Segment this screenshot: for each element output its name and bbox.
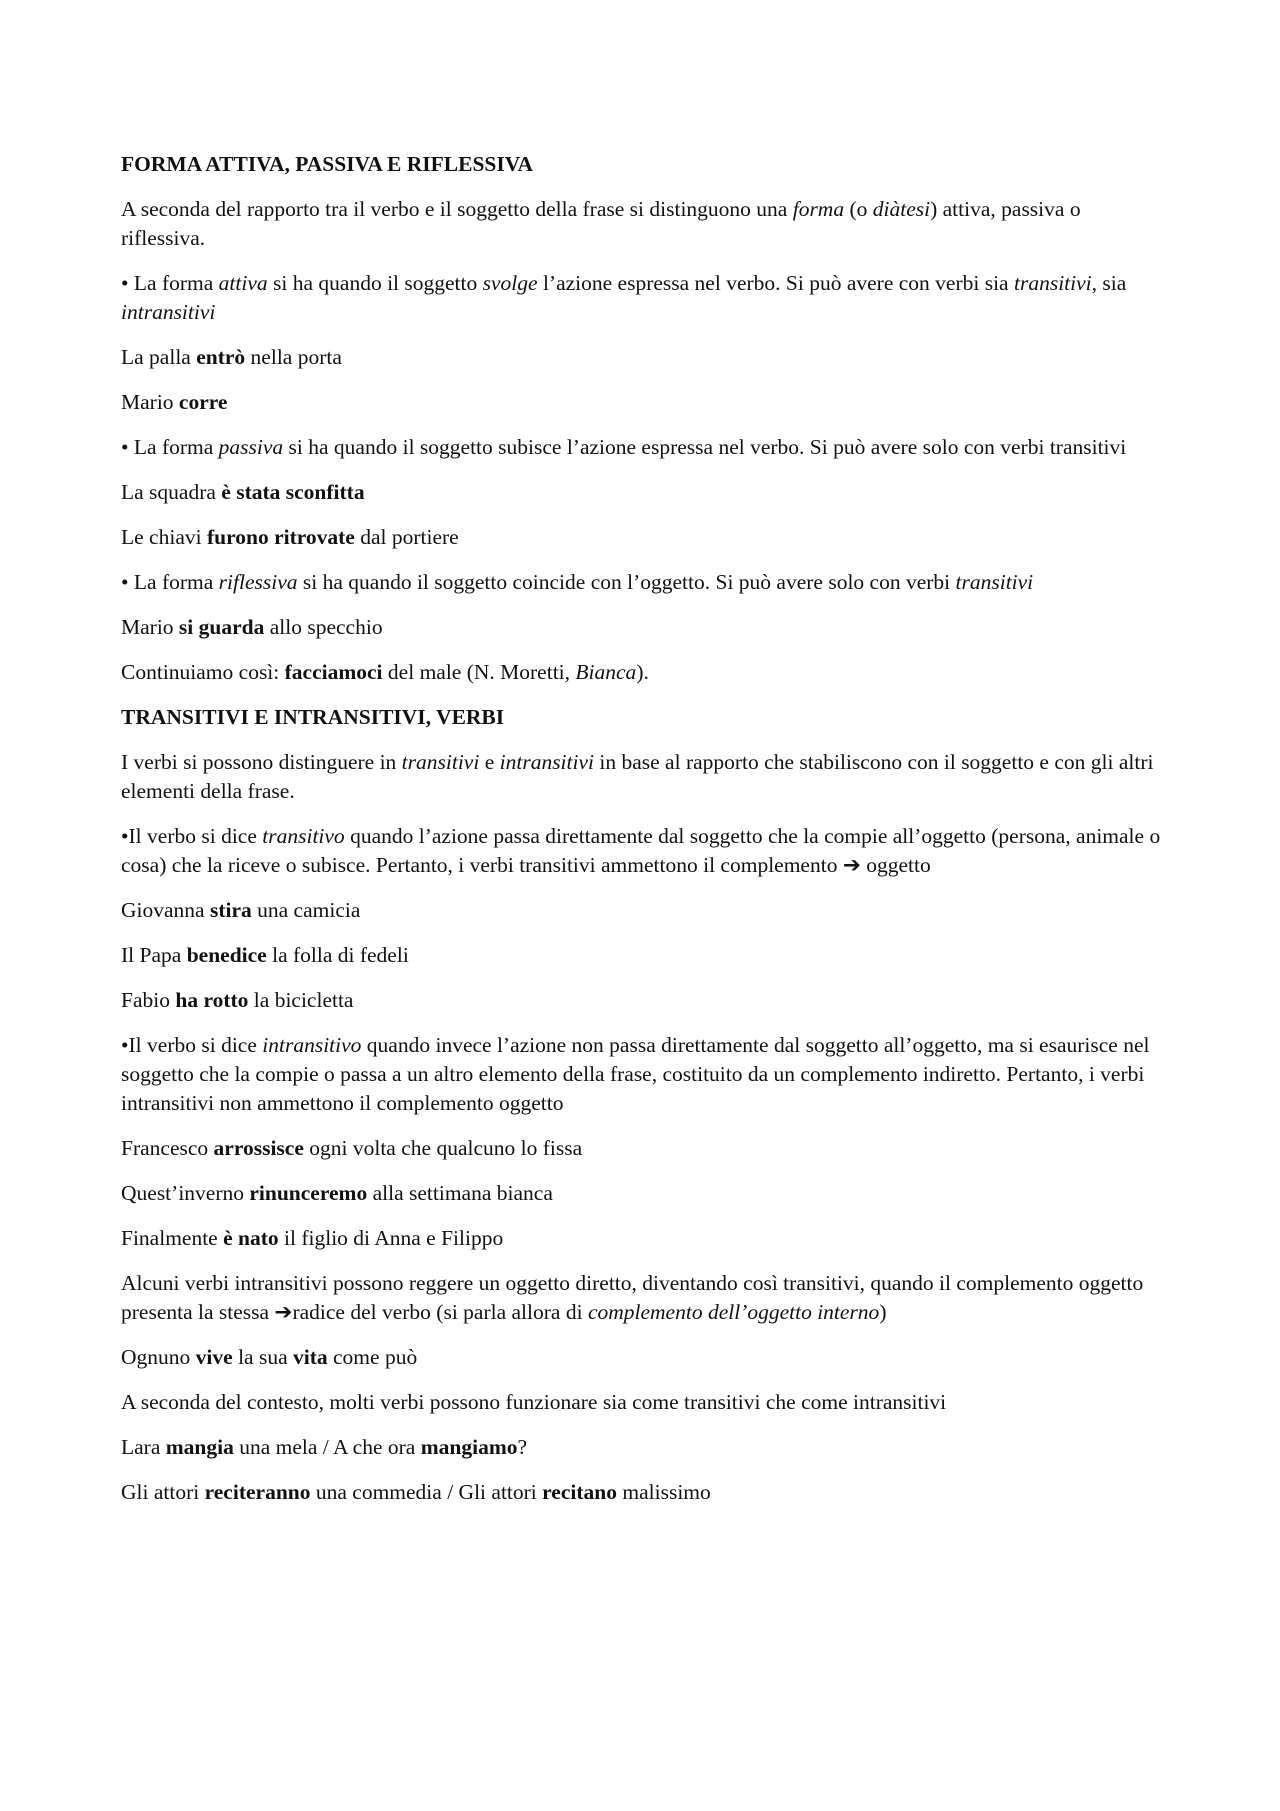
bullet-text: •Il verbo si dice [121,824,263,848]
example-line [121,388,1161,417]
example-line [121,941,1161,970]
example-line [121,986,1161,1015]
bullet-intransitive [121,1031,1161,1118]
example-line [121,613,1161,642]
example-line [121,896,1161,925]
section-heading-forma: FORMA ATTIVA, PASSIVA E RIFLESSIVA [121,152,534,176]
example-text: Giovanna [121,898,210,922]
example-line [121,1433,1161,1462]
intro-text: ) attiva, passiva o riflessiva. [121,197,1081,250]
example-text: La squadra [121,480,222,504]
bullet-text: si ha quando il soggetto subisce l’azione espressa nel verbo. Si può avere solo con verbi transitivi [283,435,1127,459]
term-svolge: svolge [482,271,538,295]
intro-text: (o [844,197,873,221]
quote-line [121,658,1161,687]
term-transitivi: transitivi [1013,271,1092,295]
intro-text: A seconda del rapporto tra il verbo e il soggetto della frase si distinguono una [121,197,793,221]
example-text: come può [327,1345,418,1369]
paragraph-text: Alcuni verbi intransitivi possono reggere un oggetto diretto, diventando così transitivi, quando il complemento oggetto presenta la stessa ➔radice del verbo (si parla allora di [121,1271,1144,1324]
example-verb: vive [195,1345,233,1369]
bullet-text: • La forma [121,570,219,594]
intro-paragraph [121,195,1161,253]
example-text: una mela / A che ora [233,1435,421,1459]
example-text: la bicicletta [248,988,354,1012]
bullet-text: • La forma [121,435,219,459]
bullet-text: •Il verbo si dice [121,1033,263,1057]
term-passiva: passiva [218,435,284,459]
intro-paragraph [121,748,1161,806]
bullet-reflexive [121,568,1161,597]
intro-text: e [479,750,500,774]
bullet-text: si ha quando il soggetto coincide con l’oggetto. Si può avere solo con verbi [297,570,956,594]
quote-text: Continuiamo così: [121,660,285,684]
example-line [121,1478,1161,1507]
term-transitivi: transitivi [401,750,480,774]
example-verb: è stata sconfitta [221,480,365,504]
term-oggetto-interno: complemento dell’oggetto interno [587,1300,880,1324]
term-intransitivi: intransitivi [499,750,594,774]
intro-text: I verbi si possono distinguere in [121,750,402,774]
term-diatesi: diàtesi [872,197,931,221]
context-paragraph: A seconda del contesto, molti verbi possono funzionare sia come transitivi che come intransitivi [121,1390,947,1414]
example-text: Le chiavi [121,525,207,549]
example-verb: mangia [165,1435,234,1459]
bullet-text: , sia [1091,271,1127,295]
intro-text: in base al rapporto che stabiliscono con il soggetto e con gli altri elementi della frase. [121,750,1154,803]
example-text: una camicia [251,898,361,922]
example-verb: si guarda [178,615,265,639]
term-riflessiva: riflessiva [218,570,298,594]
bullet-passive [121,433,1161,462]
term-attiva: attiva [218,271,268,295]
example-text: Gli attori [121,1480,205,1504]
example-noun: vita [293,1345,328,1369]
example-verb: ha rotto [175,988,249,1012]
example-line [121,1134,1161,1163]
example-line [121,1343,1161,1372]
example-verb: furono ritrovate [206,525,355,549]
example-text: ogni volta che qualcuno lo fissa [303,1136,583,1160]
example-text: Francesco [121,1136,214,1160]
term-intransitivi: intransitivi [121,300,216,324]
example-verb: benedice [186,943,267,967]
example-verb: recitano [542,1480,617,1504]
example-text: malissimo [617,1480,711,1504]
example-text: allo specchio [264,615,383,639]
example-text: La palla [121,345,197,369]
term-transitivo: transitivo [262,824,345,848]
example-text: una commedia / Gli attori [310,1480,543,1504]
bullet-text: l’azione espressa nel verbo. Si può avere con verbi sia [537,271,1014,295]
bullet-text: • La forma [121,271,219,295]
example-text: nella porta [245,345,342,369]
bullet-text: quando l’azione passa direttamente dal soggetto che la compie all’oggetto (persona, animale o cosa) che la riceve o subisce. Pertanto, i verbi transitivi ammettono il complemento ➔ oggetto [121,824,1161,877]
bullet-text: quando invece l’azione non passa direttamente dal soggetto all’oggetto, ma si esaurisce nel soggetto che la compie o passa a un altro elemento della frase, costituito da un complemento indiretto. Pertanto, i verbi intransitivi non ammettono il complemento oggetto [121,1033,1150,1115]
example-text: Mario [121,615,179,639]
example-verb: mangiamo [420,1435,518,1459]
example-verb: stira [209,898,252,922]
film-title: Bianca [575,660,637,684]
paragraph-text: ) [879,1300,887,1324]
example-verb: rinunceremo [249,1181,368,1205]
example-text: Finalmente [121,1226,224,1250]
term-transitivi: transitivi [955,570,1034,594]
example-text: Il Papa [121,943,187,967]
example-text: la sua [232,1345,293,1369]
example-verb: entrò [196,345,246,369]
example-text: ? [517,1435,528,1459]
example-verb: facciamoci [284,660,383,684]
example-line [121,1179,1161,1208]
term-intransitivo: intransitivo [262,1033,362,1057]
quote-text: ). [636,660,649,684]
example-line [121,343,1161,372]
bullet-transitive [121,822,1161,880]
bullet-text: si ha quando il soggetto [267,271,483,295]
bullet-active [121,269,1161,327]
internal-object-paragraph [121,1269,1161,1327]
quote-text: del male (N. Moretti, [382,660,576,684]
example-line [121,478,1161,507]
example-text: dal portiere [354,525,459,549]
example-text: Quest’inverno [121,1181,250,1205]
document-page [121,150,1161,1523]
example-text: Fabio [121,988,176,1012]
section-heading-transitivi: TRANSITIVI E INTRANSITIVI, VERBI [121,705,505,729]
example-text: alla settimana bianca [367,1181,553,1205]
example-text: la folla di fedeli [266,943,409,967]
example-verb: arrossisce [213,1136,304,1160]
example-verb: reciteranno [204,1480,311,1504]
example-text: il figlio di Anna e Filippo [278,1226,504,1250]
example-line [121,1224,1161,1253]
example-verb: è nato [223,1226,279,1250]
example-text: Lara [121,1435,166,1459]
term-forma: forma [792,197,845,221]
example-verb: corre [178,390,228,414]
example-text: Mario [121,390,179,414]
example-text: Ognuno [121,1345,196,1369]
example-line [121,523,1161,552]
